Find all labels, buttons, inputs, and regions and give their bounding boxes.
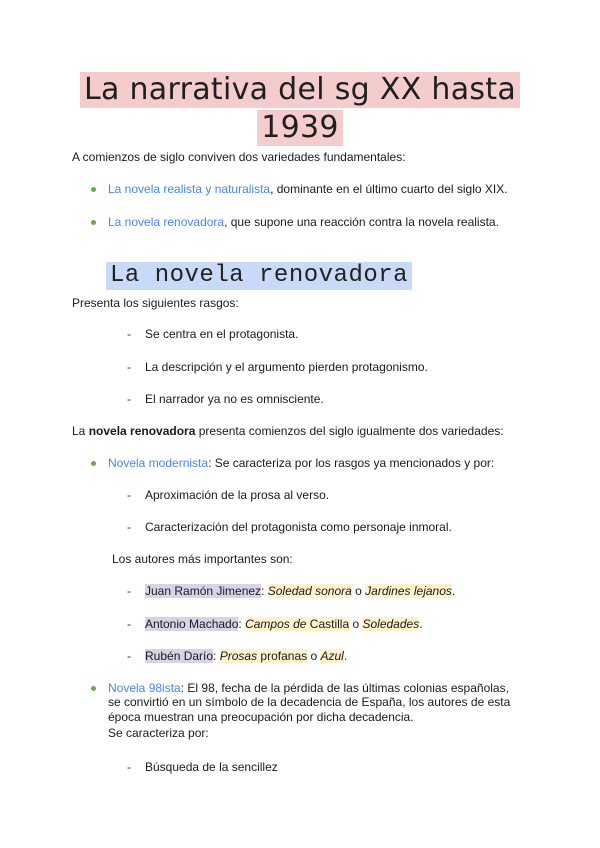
bullet-icon <box>91 461 96 466</box>
page-title-continued <box>0 110 600 146</box>
modernista-text: : Se caracteriza por los rasgos ya mencionados y por: <box>208 456 495 470</box>
trait-item-1: Se centra en el protagonista. <box>145 327 299 341</box>
dash-marker: - <box>127 360 131 374</box>
author-work-1a: Soledad sonora <box>267 584 352 598</box>
trait-item-3: El narrador ya no es omnisciente. <box>145 392 324 406</box>
title-line-1: La narrativa del sg XX hasta <box>80 72 520 108</box>
renovadora-sentence <box>72 424 504 438</box>
author-row-2 <box>145 617 423 631</box>
variety-text-1: , dominante en el último cuarto del siglo XIX. <box>270 182 508 196</box>
trait-item-2: La descripción y el argumento pierden protagonismo. <box>145 360 428 374</box>
dash-marker: - <box>127 488 131 502</box>
noventayocho-text-4: Se caracteriza por: <box>108 726 209 740</box>
noventayocho-text-2: se convirtió en un símbolo de la decadencia de España, los autores de esta <box>108 695 511 709</box>
dash-marker: - <box>127 617 131 631</box>
list-item-98ista-line-1 <box>108 681 509 695</box>
modernista-feature-1: Aproximación de la prosa al verso. <box>145 488 330 502</box>
sentence-post: presenta comienzos del siglo igualmente dos variedades: <box>195 424 504 438</box>
author-work-3a: Prosas <box>219 649 258 663</box>
dash-marker: - <box>127 649 131 663</box>
author-work-2a-rest: Castilla <box>306 617 350 631</box>
traits-intro: Presenta los siguientes rasgos: <box>72 296 239 310</box>
author-work-1b: Jardines lejanos <box>365 584 452 598</box>
dash-marker: - <box>127 327 131 341</box>
variety-link-1[interactable]: La novela realista y naturalista <box>108 182 271 196</box>
modernista-feature-2: Caracterización del protagonista como personaje inmoral. <box>145 520 452 534</box>
title-line-2: 1939 <box>257 110 343 146</box>
author-work-3a-rest: profanas <box>257 649 308 663</box>
author-work-2b: Soledades <box>362 617 420 631</box>
list-item-variety-1 <box>108 182 508 196</box>
dash-marker: - <box>127 584 131 598</box>
variety-text-2: , que supone una reacción contra la novela realista. <box>224 215 499 229</box>
bullet-icon <box>91 220 96 225</box>
authors-intro: Los autores más importantes son: <box>112 552 293 566</box>
page-title <box>0 72 600 108</box>
author-row-1 <box>145 584 455 598</box>
author-sep-3: o <box>307 649 321 663</box>
modernista-link[interactable]: Novela modernista <box>108 456 209 470</box>
author-end-3: . <box>343 649 348 663</box>
list-item-variety-2 <box>108 215 499 229</box>
author-row-3 <box>145 649 347 663</box>
author-sep-2: o <box>349 617 363 631</box>
author-sep-1: o <box>351 584 366 598</box>
list-item-modernista <box>108 456 494 470</box>
noventayocho-text-3: época muestran una preocupación por dicha decadencia. <box>108 710 414 724</box>
noventayocho-text-1: : El 98, fecha de la pérdida de las últimas colonias españolas, <box>180 681 509 695</box>
dash-marker: - <box>127 760 131 774</box>
dash-marker: - <box>127 520 131 534</box>
section-heading: La novela renovadora <box>106 262 412 290</box>
noventayocho-feature-1: Búsqueda de la sencillez <box>145 760 278 774</box>
author-work-2a: Campos de <box>245 617 307 631</box>
author-end-1: . <box>451 584 456 598</box>
author-end-2: . <box>419 617 423 631</box>
sentence-pre: La <box>72 424 89 438</box>
author-colon: : <box>261 584 268 598</box>
author-name-1: Juan Ramón Jimenez <box>145 584 262 598</box>
noventayocho-link[interactable]: Novela 98ista <box>108 681 181 695</box>
author-colon: : <box>213 649 220 663</box>
dash-marker: - <box>127 392 131 406</box>
bullet-icon <box>91 686 96 691</box>
bullet-icon <box>91 187 96 192</box>
author-name-3: Rubén Darío <box>145 649 214 663</box>
author-name-2: Antonio Machado <box>145 617 239 631</box>
variety-link-2[interactable]: La novela renovadora <box>108 215 225 229</box>
sentence-bold: novela renovadora <box>88 424 196 438</box>
intro-text: A comienzos de siglo conviven dos variedades fundamentales: <box>72 150 406 164</box>
author-colon: : <box>238 617 246 631</box>
author-work-3b: Azul <box>320 649 344 663</box>
